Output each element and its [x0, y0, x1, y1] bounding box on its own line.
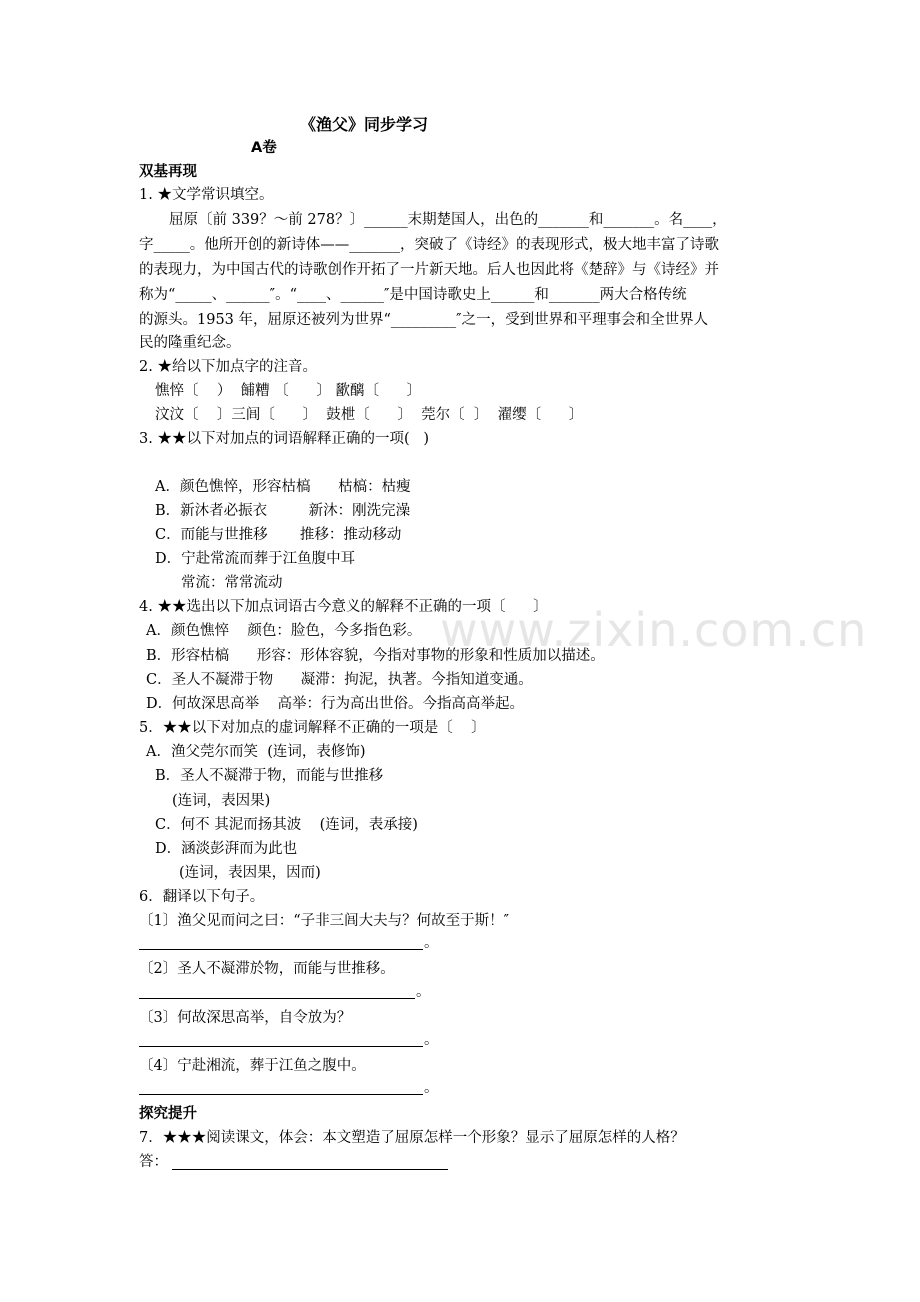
question-5-option-d-note: (连词，表因果，因而)	[179, 865, 321, 881]
question-5-option-b-note: (连词，表因果)	[172, 793, 271, 809]
answer-line-2[interactable]	[139, 998, 415, 999]
question-1-line-1: 屈原〔前 339？～前 278？〕______末期楚国人，出色的_______和_______。名____，	[169, 212, 727, 228]
question-4-heading: 4. ★★选出以下加点词语古今意义的解释不正确的一项〔 〕	[139, 599, 548, 615]
section-heading-basic: 双基再现	[139, 164, 197, 180]
question-4-option-d: D．何故深思高举 高举：行为高出世俗。今指高高举起。	[146, 696, 525, 712]
question-7-heading: 7．★★★阅读课文，体会：本文塑造了屈原怎样一个形象？显示了屈原怎样的人格？	[139, 1130, 685, 1146]
question-5-option-b: B．圣人不凝滞于物，而能与世推移	[155, 768, 384, 784]
question-4-option-b: B．形容枯槁 形容：形体容貌，今指对事物的形象和性质加以描述。	[146, 648, 605, 664]
answer-line-4[interactable]	[139, 1094, 423, 1095]
question-6-heading: 6．翻译以下句子。	[139, 889, 265, 905]
question-1-line-4: 称为“_____、______″。“____、______″是中国诗歌史上______和_______两大合格传统	[139, 287, 687, 303]
question-1-line-2: 字_____。他所开创的新诗体——_______，突破了《诗经》的表现形式，极大地丰富了诗歌	[139, 237, 719, 253]
question-5-heading: 5．★★以下对加点的虚词解释不正确的一项是〔 〕	[139, 720, 486, 736]
answer-line-2-period: 。	[416, 984, 431, 1000]
answer-line-1-period: 。	[424, 935, 439, 951]
answer-line-3-period: 。	[424, 1032, 439, 1048]
question-6-sentence-1: 〔1〕渔父见而问之曰：“子非三闾大夫与？何故至于斯！″	[139, 913, 510, 929]
answer-line-3[interactable]	[139, 1046, 423, 1047]
watermark: www.zixin.com.cn	[440, 603, 868, 657]
question-3-option-d-note: 常流：常常流动	[181, 575, 283, 591]
question-3-option-d: D．宁赴常流而葬于江鱼腹中耳	[155, 551, 356, 567]
question-3-option-a: A．颜色憔悴，形容枯槁 枯槁：枯瘦	[155, 479, 411, 495]
question-5-option-c: C．何不 其泥而扬其波 (连词，表承接)	[155, 817, 418, 833]
answer-line-1[interactable]	[139, 949, 423, 950]
question-3-option-b: B．新沐者必振衣 新沐：刚洗完澡	[155, 503, 411, 519]
answer-line-4-period: 。	[424, 1080, 439, 1096]
question-3-heading: 3. ★★以下对加点的词语解释正确的一项( )	[139, 431, 430, 447]
question-7-answer-label: 答：	[139, 1154, 168, 1170]
question-2-line-2: 汶汶〔 〕三闾〔 〕 鼓枻〔 〕 莞尔〔 〕 濯缨〔 〕	[155, 407, 584, 423]
question-4-option-a: A．颜色憔悴 颜色：脸色，今多指色彩。	[146, 623, 422, 639]
question-1-line-5: 的源头。1953 年，屈原还被列为世界“_________″之一，受到世界和平理事会和全世界人	[139, 312, 709, 328]
question-2-line-1: 憔悴〔 ） 餔糟 〔 〕 歠醨〔 〕	[155, 383, 422, 399]
question-5-option-d: D．涵淡彭湃而为此也	[155, 841, 298, 857]
question-2-heading: 2. ★给以下加点字的注音。	[139, 359, 317, 375]
section-heading-explore: 探究提升	[139, 1106, 197, 1122]
page-subtitle: A卷	[251, 140, 277, 156]
page-title: 《渔父》同步学习	[300, 115, 429, 134]
question-5-option-a: A．渔父莞尔而笑 (连词，表修饰)	[146, 744, 366, 760]
question-1-line-6: 民的隆重纪念。	[139, 335, 241, 351]
question-4-option-c: C．圣人不凝滞于物 凝滞：拘泥，执著。今指知道变通。	[146, 672, 533, 688]
question-1-line-3: 的表现力，为中国古代的诗歌创作开拓了一片新天地。后人也因此将《楚辞》与《诗经》并	[139, 262, 719, 278]
question-7-answer-line[interactable]	[172, 1169, 448, 1170]
question-3-option-c: C．而能与世推移 推移：推动移动	[155, 527, 402, 543]
question-6-sentence-2: 〔2〕圣人不凝滞於物，而能与世推移。	[139, 961, 395, 977]
question-1-heading: 1. ★文学常识填空。	[139, 187, 274, 203]
question-6-sentence-4: 〔4〕宁赴湘流，葬于江鱼之腹中。	[139, 1058, 366, 1074]
question-6-sentence-3: 〔3〕何故深思高举，自令放为？	[139, 1010, 352, 1026]
